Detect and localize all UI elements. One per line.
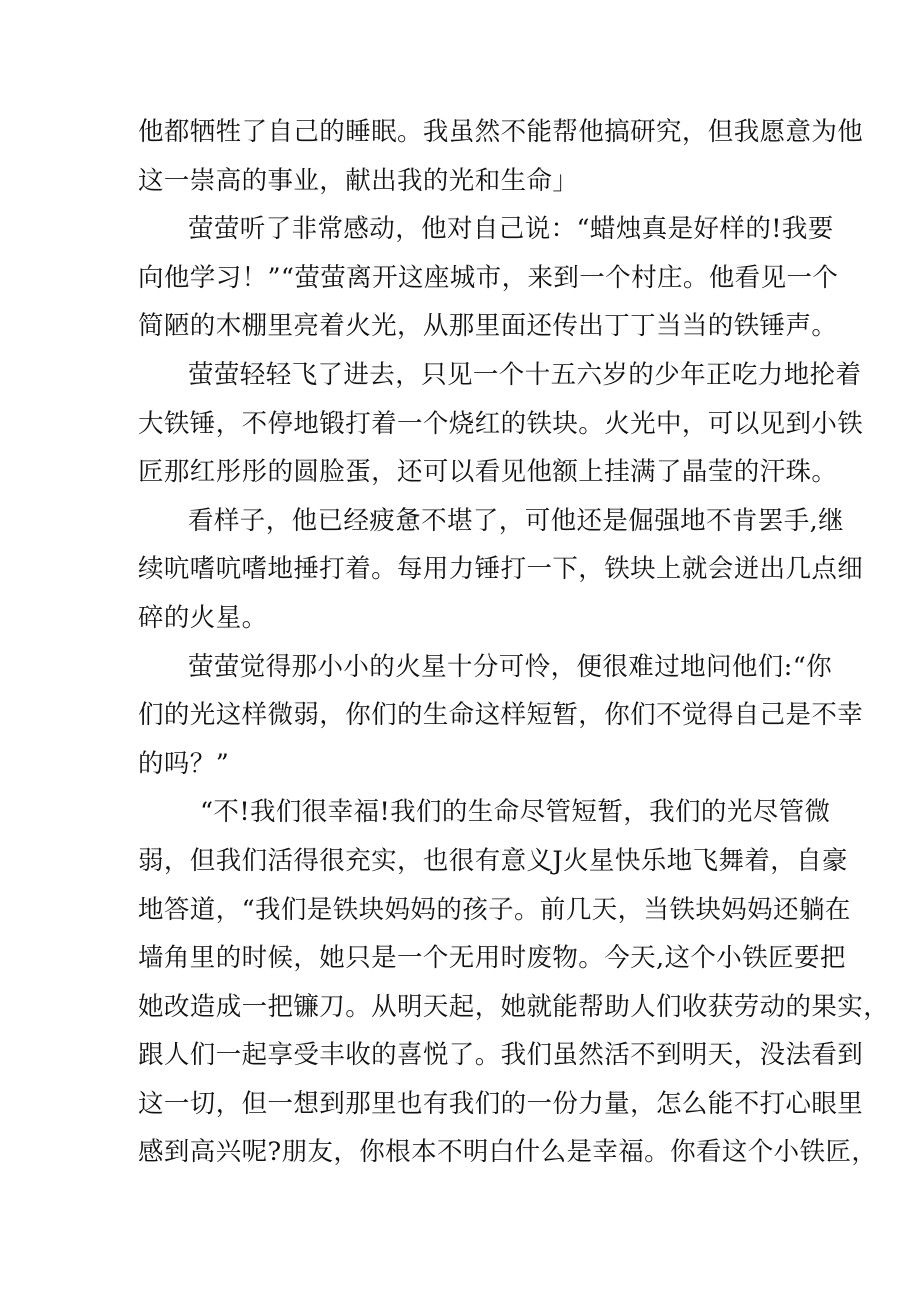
text-line: 萤萤轻轻飞了进去，只见一个十五六岁的少年正吃力地抡着	[188, 359, 862, 390]
text-line: 碎的火星。	[138, 602, 268, 633]
text-line: 萤萤听了非常感动，他对自己说：“蜡烛真是好样的!我要	[188, 214, 834, 245]
text-line: 地答道，“我们是铁块妈妈的孩子。前几天，当铁块妈妈还躺在	[138, 894, 851, 925]
text-line: 看样子，他已经疲惫不堪了，可他还是倔强地不肯罢手,继	[188, 505, 845, 536]
text-line: 萤萤觉得那小小的火星十分可怜，便很难过地问他们:“你	[188, 651, 833, 682]
text-line: 弱，但我们活得很充实，也很有意义J火星快乐地飞舞着，自豪	[138, 845, 848, 876]
text-line: 大铁锤，不停地锻打着一个烧红的铁块。火光中，可以见到小铁	[138, 408, 864, 439]
text-line: 简陋的木棚里亮着火光，从那里面还传出丁丁当当的铁锤声。	[138, 311, 838, 342]
text-line: 的吗？”	[138, 748, 230, 779]
text-line: 这一切，但一想到那里也有我们的一份力量，怎么能不打心眼里	[138, 1088, 864, 1119]
text-line: 向他学习！”“萤萤离开这座城市，来到一个村庄。他看见一个	[138, 262, 839, 293]
text-line: 这一崇高的事业，献出我的光和生命」	[138, 165, 579, 196]
text-line: 们的光这样微弱，你们的生命这样短暂，你们不觉得自己是不幸	[138, 700, 864, 731]
text-line: 他都牺牲了自己的睡眠。我虽然不能帮他搞研究，但我愿意为他	[138, 117, 864, 147]
text-line: 她改造成一把镰刀。从明天起，她就能帮助人们收获劳动的果实，	[138, 991, 890, 1022]
story-text	[138, 108, 890, 1177]
text-line: 墙角里的时候，她只是一个无用时废物。今天,这个小铁匠要把	[138, 943, 846, 974]
text-line: 跟人们一起享受丰收的喜悦了。我们虽然活不到明天，没法看到	[138, 1040, 864, 1071]
text-line: 感到高兴呢?朋友，你根本不明白什么是幸福。你看这个小铁匠，	[138, 1137, 878, 1168]
text-line: 匠那红彤彤的圆脸蛋，还可以看见他额上挂满了晶莹的汗珠。	[138, 457, 838, 488]
text-line: 续吭嗜吭嗜地捶打着。每用力锤打一下，铁块上就会迸出几点细	[138, 554, 864, 585]
text-line: “不!我们很幸福!我们的生命尽管短暂，我们的光尽管微	[200, 797, 831, 828]
